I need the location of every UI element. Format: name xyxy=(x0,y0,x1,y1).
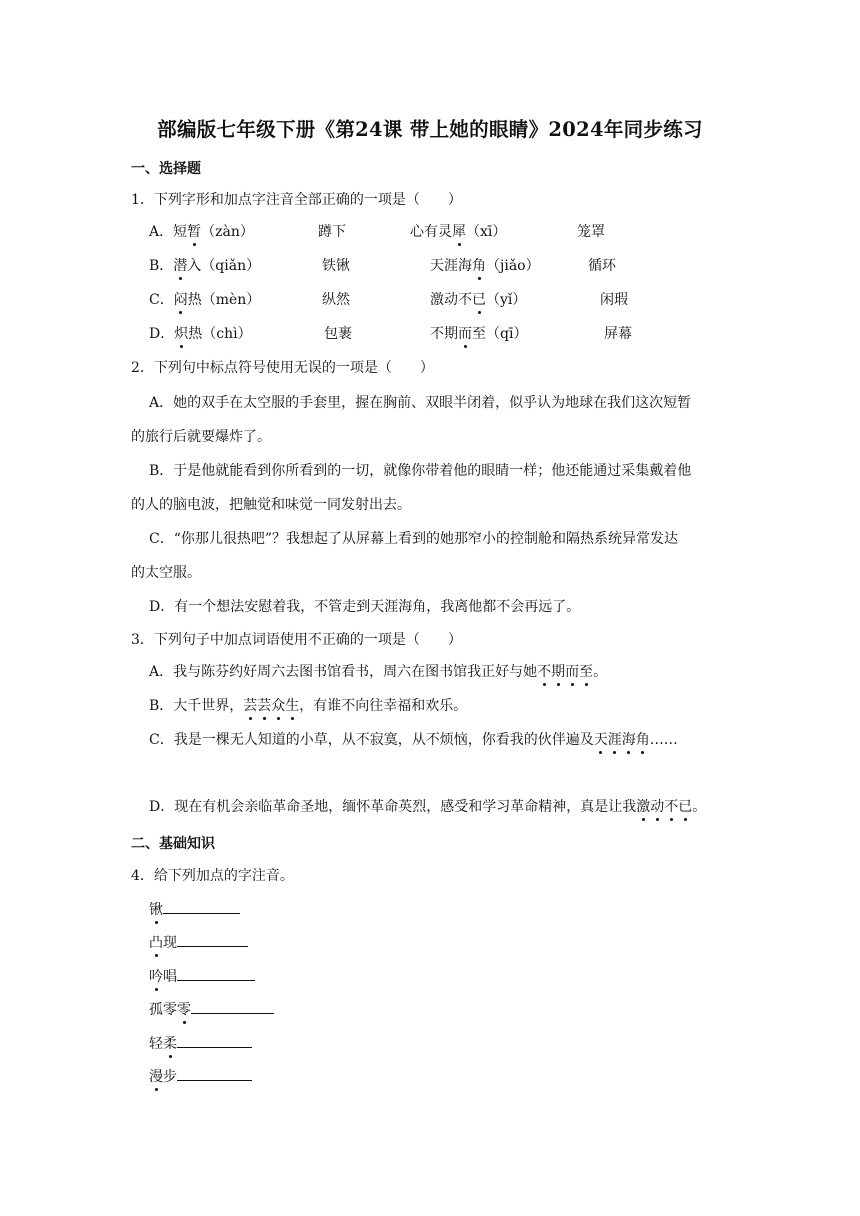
answer-blank[interactable] xyxy=(177,932,248,947)
dotted-word xyxy=(243,698,299,714)
dotted-char: 天 xyxy=(593,732,608,748)
dotted-char: 吟 xyxy=(149,969,163,985)
dotted-char: 暂 xyxy=(187,224,202,240)
dotted-char: 芸 xyxy=(257,698,272,714)
question-4-stem: 4．给下列加点的字注音。 xyxy=(131,868,294,884)
page-title: 部编版七年级下册《第24课 带上她的眼睛》2024年同步练习 xyxy=(157,118,703,141)
dotted-char: 角 xyxy=(472,258,486,274)
dotted-char: 芸 xyxy=(243,698,258,714)
q4-item: 漫步 xyxy=(149,1066,252,1087)
section-heading-choice: 一、选择题 xyxy=(131,161,201,177)
answer-blank[interactable] xyxy=(163,899,240,914)
dotted-char: 众 xyxy=(271,698,286,714)
worksheet-page: 部编版七年级下册《第24课 带上她的眼睛》2024年同步练习 一、选择题 1．下列字形和加点字注音全部正确的一项是（ ） A．短暂（zàn） 蹲下 心有灵犀（xī） 笼罩 B．潜入（qiǎn） 铁锹 天涯海角（jiǎo） 循环 C．闷热（mèn） 纵然 激动不已（yǐ） 闲瑕 D．炽热（chì） 包裹 不期而至（qī） 屏幕 2．下列句中标点符号使用无误的一项是（ ） A．她的双手在太空服的手套里，握在胸前、双眼半闭着，似乎认为地球在我们这次短暂 的旅行后就要爆炸了。 B．于是他就能看到你所看到的一切，就像你带着他的眼睛一样；他还能通过采集戴着他 的人的脑电波，把触觉和味觉一同发射出去。 C．“你那儿很热吧”？我想起了从屏幕上看到的她那窄小的控制舱和隔热系统异常发达 的太空服。 D．有一个想法安慰着我，不管走到天涯海角，我离他都不会再远了。 3．下列句子中加点词语使用不正确的一项是（ ） A．我与陈芬约好周六去图书馆看书，周六在图书馆我正好与她不期而至。 B．大千世界，芸芸众生，有谁不向往幸福和欢乐。 C．我是一棵无人知道的小草，从不寂寞，从不烦恼，你看我的伙伴遍及天涯海角…… D．现在有机会亲临革命圣地，缅怀革命英烈，感受和学习革命精神，真是让我激动不已。 二、基础知识 4．给下列加点的字注音。 锹 凸现 吟唱 孤零零 轻柔 漫步 xyxy=(0,0,860,1216)
dotted-char: 柔 xyxy=(163,1036,177,1052)
dotted-char: 而 xyxy=(565,664,580,680)
q2-option-d: D．有一个想法安慰着我，不管走到天涯海角，我离他都不会再远了。 xyxy=(149,599,581,615)
dotted-char: 涯 xyxy=(607,732,622,748)
dotted-char: 锹 xyxy=(149,902,163,918)
q3-option-c: C．我是一棵无人知道的小草，从不寂寞，从不烦恼，你看我的伙伴遍及天涯海角…… xyxy=(149,732,678,748)
dotted-char: 角 xyxy=(635,732,650,748)
dotted-char: 已 xyxy=(678,799,693,815)
question-2-stem: 2．下列句中标点符号使用无误的一项是（ ） xyxy=(131,360,434,376)
q3-option-b: B．大千世界，芸芸众生，有谁不向往幸福和欢乐。 xyxy=(149,698,468,714)
dotted-char: 激 xyxy=(636,799,651,815)
dotted-char: 海 xyxy=(621,732,636,748)
q3-option-a: A．我与陈芬约好周六去图书馆看书，周六在图书馆我正好与她不期而至。 xyxy=(149,664,608,680)
dotted-char: 已 xyxy=(472,292,486,308)
answer-blank[interactable] xyxy=(177,1066,252,1081)
dotted-word xyxy=(594,732,650,748)
dotted-char: 不 xyxy=(537,664,552,680)
question-1-stem: 1．下列字形和加点字注音全部正确的一项是（ ） xyxy=(131,192,462,208)
answer-blank[interactable] xyxy=(191,999,274,1014)
q2-option-a-line2: 的旅行后就要爆炸了。 xyxy=(131,429,271,445)
dotted-word xyxy=(636,799,692,815)
question-3-stem: 3．下列句子中加点词语使用不正确的一项是（ ） xyxy=(131,632,462,648)
section-heading-basic: 二、基础知识 xyxy=(131,836,215,852)
q4-item: 吟唱 xyxy=(149,966,255,987)
dotted-char: 至 xyxy=(579,664,594,680)
q3-option-d: D．现在有机会亲临革命圣地，缅怀革命英烈，感受和学习革命精神，真是让我激动不已。 xyxy=(149,799,707,815)
q2-option-b-line2: 的人的脑电波，把触觉和味觉一同发射出去。 xyxy=(131,497,411,513)
dotted-char: 不 xyxy=(664,799,679,815)
dotted-char: 闷 xyxy=(173,292,188,308)
q4-item: 轻柔 xyxy=(149,1033,252,1054)
dotted-word xyxy=(537,664,593,680)
dotted-char: 而 xyxy=(458,326,472,342)
q2-option-b-line1: B．于是他就能看到你所看到的一切，就像你带着他的眼睛一样；他还能通过采集戴着他 xyxy=(149,463,692,479)
dotted-char: 炽 xyxy=(174,326,189,342)
dotted-char: 零 xyxy=(177,1002,191,1018)
dotted-char: 期 xyxy=(551,664,566,680)
q2-option-c-line1: C．“你那儿很热吧”？我想起了从屏幕上看到的她那窄小的控制舱和隔热系统异常发达 xyxy=(149,531,679,547)
dotted-char: 凸 xyxy=(149,935,163,951)
dotted-char: 生 xyxy=(285,698,300,714)
q4-item: 凸现 xyxy=(149,932,248,953)
q2-option-c-line2: 的太空服。 xyxy=(131,565,201,581)
answer-blank[interactable] xyxy=(177,1033,252,1048)
q4-item xyxy=(149,899,240,920)
dotted-char: 动 xyxy=(650,799,665,815)
dotted-char: 漫 xyxy=(149,1069,163,1085)
answer-blank[interactable] xyxy=(177,966,255,981)
q4-item: 孤零零 xyxy=(149,999,274,1020)
dotted-char: 犀 xyxy=(452,224,466,240)
q2-option-a-line1: A．她的双手在太空服的手套里，握在胸前、双眼半闭着，似乎认为地球在我们这次短暂 xyxy=(149,395,692,411)
dotted-char: 潜 xyxy=(173,258,188,274)
